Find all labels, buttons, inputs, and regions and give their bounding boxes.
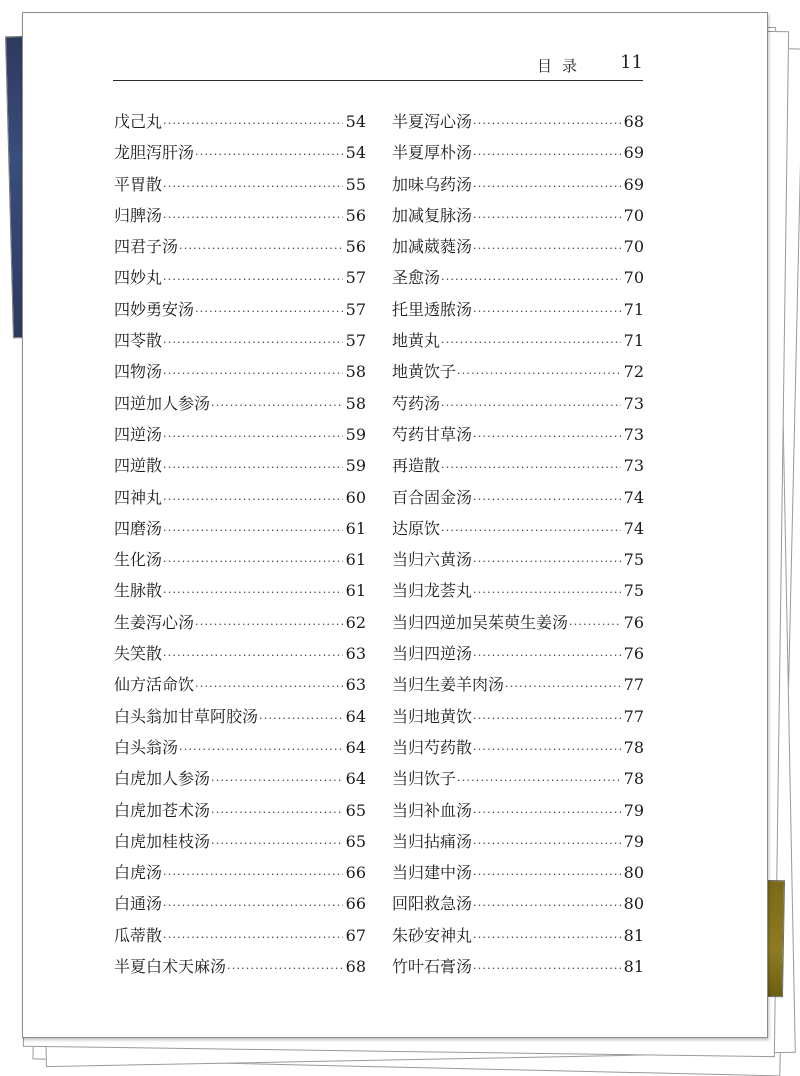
toc-entry-page: 70 bbox=[623, 268, 644, 288]
toc-entry[interactable] bbox=[392, 951, 644, 982]
toc-entry-title: 加减复脉汤 bbox=[392, 205, 473, 225]
toc-entry[interactable] bbox=[114, 137, 366, 168]
toc-column-left bbox=[114, 106, 366, 982]
toc-entry-page: 61 bbox=[345, 581, 366, 601]
toc-entry-page: 73 bbox=[623, 456, 644, 476]
toc-entry-title: 四磨汤 bbox=[114, 518, 163, 538]
dot-leader bbox=[163, 890, 343, 921]
section-title: 目录 bbox=[536, 57, 587, 75]
toc-entry[interactable] bbox=[392, 294, 644, 325]
toc-entry[interactable] bbox=[114, 857, 366, 888]
dot-leader bbox=[441, 452, 621, 483]
toc-entry[interactable] bbox=[114, 450, 366, 481]
toc-entry[interactable] bbox=[392, 482, 644, 513]
dot-leader bbox=[473, 139, 621, 170]
toc-entry-page: 69 bbox=[623, 174, 644, 194]
toc-entry-page: 78 bbox=[623, 769, 644, 789]
toc-entry-title: 再造散 bbox=[392, 456, 441, 476]
toc-entry-page: 64 bbox=[345, 706, 366, 726]
dot-leader bbox=[473, 484, 621, 515]
toc-entry-title: 四神丸 bbox=[114, 487, 163, 507]
toc-entry-title: 四妙勇安汤 bbox=[114, 299, 195, 319]
toc-entry-title: 地黄丸 bbox=[392, 331, 441, 351]
toc-entry-page: 73 bbox=[623, 393, 644, 413]
toc-entry[interactable] bbox=[114, 763, 366, 794]
toc-entry[interactable] bbox=[114, 544, 366, 575]
toc-entry[interactable] bbox=[114, 388, 366, 419]
toc-entry-title: 白虎加苍术汤 bbox=[114, 800, 211, 820]
dot-leader bbox=[569, 609, 621, 640]
toc-entry-page: 81 bbox=[623, 925, 644, 945]
dot-leader bbox=[259, 703, 343, 734]
toc-entry-page: 57 bbox=[345, 331, 366, 351]
toc-entry-title: 龙胆泻肝汤 bbox=[114, 143, 195, 163]
dot-leader bbox=[441, 327, 621, 358]
toc-entry-title: 戊己丸 bbox=[114, 112, 163, 131]
toc-entry-title: 当归生姜羊肉汤 bbox=[392, 675, 505, 695]
toc-entry[interactable] bbox=[114, 231, 366, 262]
toc-entry-page: 56 bbox=[345, 237, 366, 257]
toc-entry[interactable] bbox=[392, 450, 644, 481]
toc-entry-page: 76 bbox=[623, 612, 644, 632]
toc-entry-title: 四逆汤 bbox=[114, 424, 163, 444]
dot-leader bbox=[163, 264, 343, 295]
toc-entry-page: 74 bbox=[623, 518, 644, 538]
toc-entry-title: 当归芍药散 bbox=[392, 737, 473, 757]
dot-leader bbox=[163, 640, 343, 671]
toc-entry[interactable] bbox=[392, 513, 644, 544]
dot-leader bbox=[473, 828, 621, 859]
toc-entry-title: 芍药甘草汤 bbox=[392, 424, 473, 444]
dot-leader bbox=[473, 734, 621, 765]
toc-entry[interactable] bbox=[392, 857, 644, 888]
toc-entry-title: 芍药汤 bbox=[392, 393, 441, 413]
toc-entry-page: 63 bbox=[345, 644, 366, 664]
toc-entry-title: 当归六黄汤 bbox=[392, 550, 473, 570]
toc-entry[interactable] bbox=[392, 669, 644, 700]
dot-leader bbox=[473, 859, 621, 890]
toc-entry-page: 60 bbox=[345, 487, 366, 507]
toc-entry-page: 75 bbox=[623, 550, 644, 570]
dot-leader bbox=[473, 233, 621, 264]
toc-entry-title: 半夏白术天麻汤 bbox=[114, 957, 227, 977]
dot-leader bbox=[179, 734, 343, 765]
dot-leader bbox=[473, 922, 621, 953]
toc-entry-title: 白通汤 bbox=[114, 894, 163, 914]
toc-entry[interactable] bbox=[392, 137, 644, 168]
toc-entry[interactable] bbox=[392, 200, 644, 231]
toc-entry-page: 59 bbox=[345, 456, 366, 476]
toc-entry-title: 半夏泻心汤 bbox=[392, 112, 473, 131]
dot-leader bbox=[457, 765, 621, 796]
toc-entry-page: 61 bbox=[345, 550, 366, 570]
toc-entry[interactable] bbox=[392, 763, 644, 794]
dot-leader bbox=[195, 609, 343, 640]
toc-entry[interactable] bbox=[392, 544, 644, 575]
dot-leader bbox=[163, 421, 343, 452]
toc-entry-title: 当归补血汤 bbox=[392, 800, 473, 820]
toc-entry[interactable] bbox=[114, 356, 366, 387]
dot-leader bbox=[473, 890, 621, 921]
toc-entry-title: 当归饮子 bbox=[392, 769, 457, 789]
toc-entry[interactable] bbox=[114, 419, 366, 450]
toc-entry[interactable] bbox=[114, 262, 366, 293]
toc-entry-title: 当归地黄饮 bbox=[392, 706, 473, 726]
dot-leader bbox=[211, 797, 343, 828]
toc-entry-title: 生姜泻心汤 bbox=[114, 612, 195, 632]
toc-entry[interactable] bbox=[114, 294, 366, 325]
toc-entry-title: 圣愈汤 bbox=[392, 268, 441, 288]
toc-entry-page: 67 bbox=[345, 925, 366, 945]
toc-entry-title: 白头翁加甘草阿胶汤 bbox=[114, 706, 259, 726]
toc-entry-title: 白虎加人参汤 bbox=[114, 769, 211, 789]
dot-leader bbox=[473, 421, 621, 452]
dot-leader bbox=[441, 390, 621, 421]
dot-leader bbox=[163, 171, 343, 202]
toc-entry-page: 76 bbox=[623, 644, 644, 664]
toc-entry-page: 74 bbox=[623, 487, 644, 507]
toc-entry[interactable] bbox=[392, 638, 644, 669]
dot-leader bbox=[473, 577, 621, 608]
dot-leader bbox=[473, 108, 621, 139]
dot-leader bbox=[163, 202, 343, 233]
toc-entry-page: 71 bbox=[623, 331, 644, 351]
dot-leader bbox=[473, 296, 621, 327]
toc-entry-page: 55 bbox=[345, 174, 366, 194]
dot-leader bbox=[163, 327, 343, 358]
dot-leader bbox=[195, 139, 343, 170]
toc-entry[interactable] bbox=[114, 888, 366, 919]
toc-entry[interactable] bbox=[392, 795, 644, 826]
toc-entry[interactable] bbox=[392, 231, 644, 262]
toc-entry[interactable] bbox=[392, 262, 644, 293]
toc-entry-title: 四逆散 bbox=[114, 456, 163, 476]
toc-entry[interactable] bbox=[114, 701, 366, 732]
dot-leader bbox=[473, 953, 621, 984]
toc-entry-title: 加减葳蕤汤 bbox=[392, 237, 473, 257]
toc-entry[interactable] bbox=[392, 356, 644, 387]
dot-leader bbox=[163, 108, 343, 139]
toc-entry[interactable] bbox=[392, 732, 644, 763]
toc-entry[interactable] bbox=[392, 701, 644, 732]
toc-entry[interactable] bbox=[114, 482, 366, 513]
toc-entry[interactable] bbox=[114, 325, 366, 356]
toc-entry-title: 平胃散 bbox=[114, 174, 163, 194]
toc-entry-page: 69 bbox=[623, 143, 644, 163]
toc-entry-page: 64 bbox=[345, 737, 366, 757]
toc-entry-page: 65 bbox=[345, 800, 366, 820]
toc-entry[interactable] bbox=[392, 920, 644, 951]
toc-entry-title: 失笑散 bbox=[114, 644, 163, 664]
toc-entry-page: 78 bbox=[623, 737, 644, 757]
toc-entry-title: 当归龙荟丸 bbox=[392, 581, 473, 601]
dot-leader bbox=[163, 859, 343, 890]
toc-entry-page: 79 bbox=[623, 800, 644, 820]
toc-entry-page: 58 bbox=[345, 362, 366, 382]
toc-entry-title: 四妙丸 bbox=[114, 268, 163, 288]
toc-entry-title: 回阳救急汤 bbox=[392, 894, 473, 914]
dot-leader bbox=[473, 640, 621, 671]
toc-entry-title: 当归拈痛汤 bbox=[392, 831, 473, 851]
toc-entry[interactable] bbox=[114, 795, 366, 826]
toc-entry-title: 四物汤 bbox=[114, 362, 163, 382]
toc-column-right bbox=[392, 106, 644, 982]
toc-entry-page: 66 bbox=[345, 894, 366, 914]
toc-entry-title: 四君子汤 bbox=[114, 237, 179, 257]
dot-leader bbox=[163, 515, 343, 546]
dot-leader bbox=[195, 296, 343, 327]
toc-entry-title: 归脾汤 bbox=[114, 205, 163, 225]
toc-entry-page: 75 bbox=[623, 581, 644, 601]
toc-entry-page: 61 bbox=[345, 518, 366, 538]
dot-leader bbox=[163, 484, 343, 515]
toc-entry[interactable] bbox=[114, 920, 366, 951]
toc-entry-title: 四苓散 bbox=[114, 331, 163, 351]
toc-entry[interactable] bbox=[392, 169, 644, 200]
toc-entry-page: 80 bbox=[623, 894, 644, 914]
toc-entry[interactable] bbox=[114, 607, 366, 638]
toc-entry-page: 79 bbox=[623, 831, 644, 851]
running-header bbox=[113, 52, 643, 81]
toc-entry-page: 81 bbox=[623, 957, 644, 977]
dot-leader bbox=[195, 671, 343, 702]
toc-entry-title: 地黄饮子 bbox=[392, 362, 457, 382]
toc-entry-title: 白头翁汤 bbox=[114, 737, 179, 757]
dot-leader bbox=[163, 922, 343, 953]
toc-entry-page: 80 bbox=[623, 863, 644, 883]
dot-leader bbox=[163, 546, 343, 577]
toc-entry-page: 70 bbox=[623, 237, 644, 257]
toc-entry-page: 58 bbox=[345, 393, 366, 413]
toc-entry-page: 77 bbox=[623, 706, 644, 726]
toc-entry[interactable] bbox=[392, 388, 644, 419]
toc-entry[interactable] bbox=[392, 325, 644, 356]
toc-entry-title: 四逆加人参汤 bbox=[114, 393, 211, 413]
toc-entry-page: 68 bbox=[345, 957, 366, 977]
toc-entry-page: 57 bbox=[345, 299, 366, 319]
toc-entry[interactable] bbox=[392, 888, 644, 919]
dot-leader bbox=[211, 390, 343, 421]
toc-entry-page: 54 bbox=[345, 112, 366, 131]
dot-leader bbox=[473, 546, 621, 577]
toc-entry-title: 白虎汤 bbox=[114, 863, 163, 883]
toc-entry-page: 68 bbox=[623, 112, 644, 131]
toc-entry-page: 59 bbox=[345, 424, 366, 444]
toc-entry-title: 托里透脓汤 bbox=[392, 299, 473, 319]
toc-entry[interactable] bbox=[114, 575, 366, 606]
toc-entry-page: 77 bbox=[623, 675, 644, 695]
toc-entry[interactable] bbox=[114, 951, 366, 982]
toc-entry[interactable] bbox=[114, 732, 366, 763]
toc-entry-title: 半夏厚朴汤 bbox=[392, 143, 473, 163]
toc-entry-title: 白虎加桂枝汤 bbox=[114, 831, 211, 851]
toc-entry-page: 56 bbox=[345, 205, 366, 225]
dot-leader bbox=[473, 703, 621, 734]
toc-entry-page: 71 bbox=[623, 299, 644, 319]
dot-leader bbox=[473, 202, 621, 233]
toc-entry-page: 65 bbox=[345, 831, 366, 851]
toc-entry[interactable] bbox=[114, 169, 366, 200]
toc-entry[interactable] bbox=[392, 575, 644, 606]
dot-leader bbox=[441, 515, 621, 546]
toc-entry-page: 73 bbox=[623, 424, 644, 444]
toc-entry-page: 72 bbox=[623, 362, 644, 382]
toc-entry-title: 当归四逆加吴茱萸生姜汤 bbox=[392, 612, 569, 632]
dot-leader bbox=[505, 671, 621, 702]
toc-entry[interactable] bbox=[114, 106, 366, 137]
toc-entry-title: 仙方活命饮 bbox=[114, 675, 195, 695]
toc-entry-title: 朱砂安神丸 bbox=[392, 925, 473, 945]
page-number: 11 bbox=[620, 52, 643, 73]
toc-entry[interactable] bbox=[114, 669, 366, 700]
dot-leader bbox=[179, 233, 343, 264]
dot-leader bbox=[163, 577, 343, 608]
toc-entry[interactable] bbox=[392, 607, 644, 638]
toc-entry-title: 瓜蒂散 bbox=[114, 925, 163, 945]
toc-entry-title: 加味乌药汤 bbox=[392, 174, 473, 194]
toc-entry[interactable] bbox=[114, 200, 366, 231]
toc-entry-title: 竹叶石膏汤 bbox=[392, 957, 473, 977]
toc-entry-title: 达原饮 bbox=[392, 518, 441, 538]
dot-leader bbox=[441, 264, 621, 295]
toc-entry[interactable] bbox=[114, 513, 366, 544]
toc-entry-title: 生化汤 bbox=[114, 550, 163, 570]
toc-entry-page: 57 bbox=[345, 268, 366, 288]
toc-entry[interactable] bbox=[392, 419, 644, 450]
toc-entry-page: 62 bbox=[345, 612, 366, 632]
toc-entry-page: 63 bbox=[345, 675, 366, 695]
toc-entry[interactable] bbox=[392, 826, 644, 857]
toc-entry-page: 70 bbox=[623, 205, 644, 225]
toc-entry-page: 66 bbox=[345, 863, 366, 883]
toc-entry-title: 生脉散 bbox=[114, 581, 163, 601]
dot-leader bbox=[473, 171, 621, 202]
toc-entry-title: 当归四逆汤 bbox=[392, 644, 473, 664]
toc-entry[interactable] bbox=[114, 826, 366, 857]
dot-leader bbox=[457, 358, 621, 389]
toc-entry-title: 当归建中汤 bbox=[392, 863, 473, 883]
toc-entry[interactable] bbox=[392, 106, 644, 137]
dot-leader bbox=[163, 358, 343, 389]
dot-leader bbox=[163, 452, 343, 483]
dot-leader bbox=[211, 828, 343, 859]
toc-entry[interactable] bbox=[114, 638, 366, 669]
toc-entry-page: 54 bbox=[345, 143, 366, 163]
toc-entry-page: 64 bbox=[345, 769, 366, 789]
toc-entry-title: 百合固金汤 bbox=[392, 487, 473, 507]
dot-leader bbox=[473, 797, 621, 828]
dot-leader bbox=[227, 953, 343, 984]
dot-leader bbox=[211, 765, 343, 796]
